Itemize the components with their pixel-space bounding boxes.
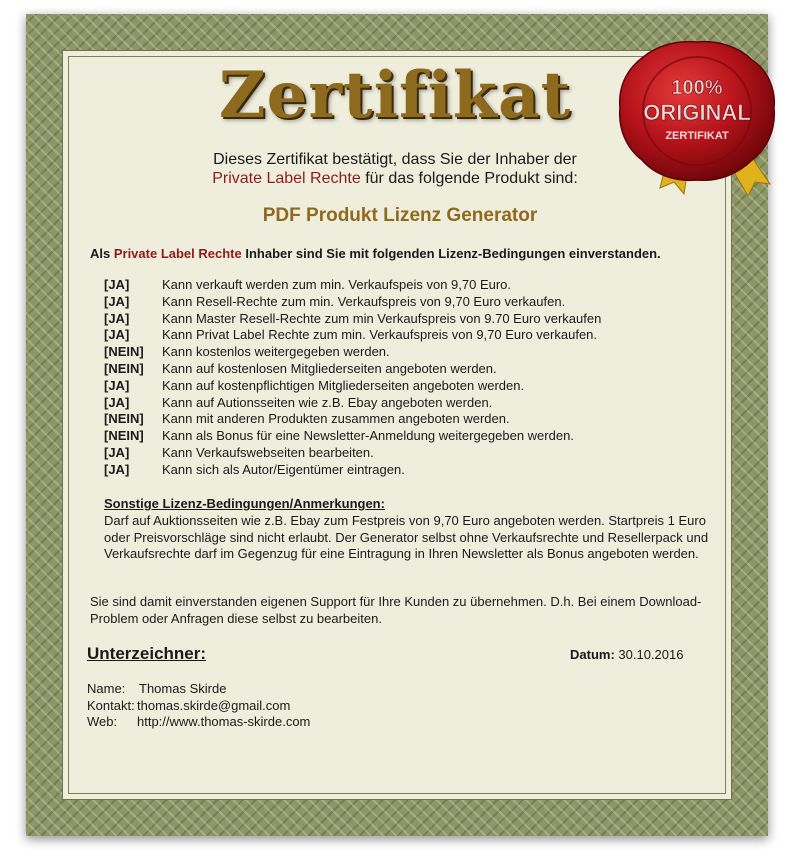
term-text: Kann mit anderen Produkten zusammen angeboten werden. — [162, 411, 510, 427]
date-line — [570, 647, 683, 662]
term-item — [104, 462, 724, 479]
term-tag: [JA] — [104, 293, 130, 309]
term-item — [104, 395, 724, 412]
other-conditions-heading: Sonstige Lizenz-Bedingungen/Anmerkungen: — [104, 496, 385, 511]
term-item — [104, 361, 724, 378]
date-label: Datum: — [570, 647, 615, 662]
term-item — [104, 428, 724, 445]
term-tag: [JA] — [104, 310, 130, 326]
term-tag: [NEIN] — [104, 428, 144, 444]
term-text: Kann sich als Autor/Eigentümer eintragen. — [162, 461, 405, 477]
term-item — [104, 294, 724, 311]
term-text: Kann als Bonus für eine Newsletter-Anmeldung weitergegeben werden. — [162, 428, 574, 444]
term-text: Kann auf kostenpflichtigen Mitgliederseiten angeboten werden. — [162, 377, 525, 393]
term-text: Kann auf Autionsseiten wie z.B. Ebay angeboten werden. — [162, 394, 493, 410]
certificate-title: Zertifikat — [218, 58, 572, 133]
support-text: Sie sind damit einverstanden eigenen Support für Ihre Kunden zu übernehmen. D.h. Bei einem Download-Problem oder Anfragen diese selbst zu bearbeiten. — [90, 594, 702, 626]
signer-contact-block — [87, 681, 310, 731]
term-tag: [NEIN] — [104, 411, 144, 427]
product-name: PDF Produkt Lizenz Generator — [262, 205, 538, 226]
agree-highlight: Private Label Rechte — [113, 246, 242, 261]
intro-line2: für das folgende Produkt sind: — [360, 170, 578, 187]
terms-list — [104, 277, 724, 479]
term-tag: [JA] — [104, 394, 130, 410]
agree-suffix: Inhaber sind Sie mit folgenden Lizenz-Bedingungen einverstanden. — [241, 246, 661, 261]
agreement-line — [90, 246, 730, 261]
term-text: Kann Verkaufswebseiten bearbeiten. — [162, 444, 374, 460]
seal-text-2: ORIGINAL — [643, 100, 751, 125]
web-label: Web: — [87, 714, 118, 729]
intro-highlight: Private Label Rechte — [212, 170, 361, 187]
signer-name: Thomas Skirde — [139, 681, 227, 696]
agree-prefix: Als — [90, 246, 114, 261]
term-item — [104, 445, 724, 462]
signer-web: http://www.thomas-skirde.com — [137, 714, 311, 729]
term-tag: [NEIN] — [104, 344, 144, 360]
wax-seal-icon — [612, 36, 782, 206]
term-tag: [JA] — [104, 444, 130, 460]
term-item — [104, 344, 724, 361]
other-conditions-text: Darf auf Auktionsseiten wie z.B. Ebay zum Festpreis von 9,70 Euro angeboten werden. Startpreis 1 Euro oder Preisvorschläge sind nicht erlaubt. Der Generator selbst ohne Verkaufsrechte und Resellerpack und Verkaufsrechte darf im Gegenzug für eine Eintragung in Ihren Newsletter als Bonus angeboten werden. — [104, 513, 709, 561]
term-item — [104, 378, 724, 395]
term-item — [104, 411, 724, 428]
intro-text — [180, 150, 610, 188]
intro-line1: Dieses Zertifikat bestätigt, dass Sie der Inhaber der — [213, 151, 577, 168]
term-text: Kann auf kostenlosen Mitgliederseiten angeboten werden. — [162, 360, 497, 376]
term-tag: [JA] — [104, 377, 130, 393]
date-value: 30.10.2016 — [618, 647, 684, 662]
seal-text-3: ZERTIFIKAT — [665, 130, 729, 142]
term-item — [104, 327, 724, 344]
contact-label: Kontakt: — [87, 697, 135, 713]
term-text: Kann Master Resell-Rechte zum min Verkaufspreis von 9.70 Euro verkaufen — [162, 310, 602, 326]
signer-email: thomas.skirde@gmail.com — [137, 697, 291, 713]
term-tag: [NEIN] — [104, 360, 144, 376]
term-tag: [JA] — [104, 327, 130, 343]
name-row — [87, 681, 310, 698]
signer-heading: Unterzeichner: — [87, 644, 207, 663]
term-item — [104, 277, 724, 294]
term-text: Kann Resell-Rechte zum min. Verkaufspreis von 9,70 Euro verkaufen. — [162, 293, 566, 309]
term-text: Kann Privat Label Rechte zum min. Verkaufspreis von 9,70 Euro verkaufen. — [162, 327, 598, 343]
term-tag: [JA] — [104, 461, 130, 477]
term-tag: [JA] — [104, 277, 130, 292]
contact-row — [87, 698, 310, 715]
web-row — [87, 714, 310, 731]
name-label: Name: — [87, 681, 126, 696]
seal-text-1: 100% — [671, 77, 723, 99]
term-item — [104, 311, 724, 328]
term-text: Kann verkauft werden zum min. Verkaufspeis von 9,70 Euro. — [162, 277, 512, 292]
term-text: Kann kostenlos weitergegeben werden. — [162, 344, 390, 360]
